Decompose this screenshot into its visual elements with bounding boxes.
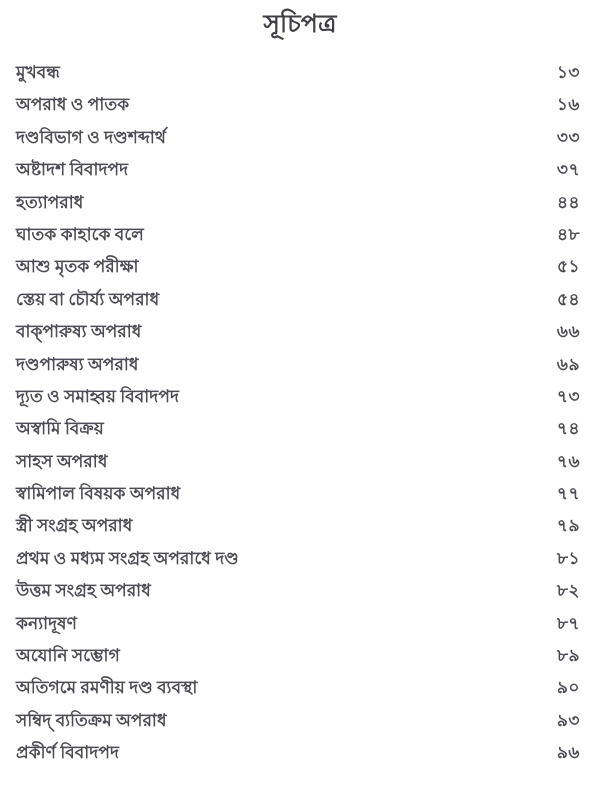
toc-entry[interactable]	[16, 122, 580, 154]
toc-entry[interactable]	[16, 510, 580, 542]
toc-entry[interactable]	[16, 413, 580, 445]
toc-entry[interactable]	[16, 640, 580, 672]
toc-entry-page-number: ৯০	[556, 678, 580, 698]
toc-entry-page-number: ৩৩	[556, 127, 580, 147]
toc-entry[interactable]	[16, 349, 580, 381]
toc-entry[interactable]	[16, 57, 580, 89]
toc-entry-label: প্রকীর্ণ বিবাদপদ	[16, 743, 119, 763]
toc-entry-label: অযোনি সম্ভোগ	[16, 646, 120, 666]
toc-entry-label: স্বামিপাল বিষয়ক অপরাধ	[16, 484, 181, 504]
toc-entry-label: ঘাতক কাহাকে বলে	[16, 224, 144, 244]
toc-entry[interactable]	[16, 446, 580, 478]
toc-entry[interactable]	[16, 381, 580, 413]
toc-entry[interactable]	[16, 284, 580, 316]
toc-entry-label: সাহস অপরাধ	[16, 451, 108, 471]
toc-entry-page-number: ৮২	[556, 581, 580, 601]
toc-entry[interactable]	[16, 316, 580, 348]
toc-entry-page-number: ৪৮	[556, 224, 580, 244]
toc-entry-page-number: ৩৭	[556, 160, 580, 180]
toc-entry-page-number: ৭৩	[556, 386, 580, 406]
toc-entry-label: অস্বামি বিক্রয়	[16, 419, 104, 439]
toc-entry-label: মুখবন্ধ	[16, 63, 60, 82]
toc-entry[interactable]	[16, 478, 580, 510]
toc-entry-label: বাক্পারুষ্য অপরাধ	[16, 322, 142, 342]
toc-entry-label: কন্যাদূষণ	[16, 613, 77, 633]
toc-entry[interactable]	[16, 543, 580, 575]
toc-entry[interactable]	[16, 737, 580, 769]
toc-entry-label: আশু মৃতক পরীক্ষা	[16, 257, 139, 277]
toc-entry[interactable]	[16, 672, 580, 704]
toc-entry-label: অষ্টাদশ বিবাদপদ	[16, 160, 129, 180]
toc-entry-label: উত্তম সংগ্রহ অপরাধ	[16, 581, 151, 601]
toc-entry-label: অপরাধ ও পাতক	[16, 95, 130, 115]
toc-entry-label: সম্বিদ্ ব্যতিক্রম অপরাধ	[16, 710, 167, 730]
toc-entry-page-number: ৬৬	[556, 322, 580, 342]
toc-entry-page-number: ৮৭	[556, 613, 580, 633]
toc-entry-page-number: ১৩	[556, 63, 580, 82]
toc-entry-page-number: ৮৯	[556, 646, 580, 666]
toc-entry-label: দ্যূত ও সমাহ্বয় বিবাদপদ	[16, 386, 179, 406]
toc-entry-page-number: ৭৬	[556, 451, 580, 471]
toc-entry[interactable]	[16, 219, 580, 251]
toc-entry[interactable]	[16, 154, 580, 186]
toc-entry-label: স্তেয় বা চৌর্য্য অপরাধ	[16, 289, 160, 309]
toc-entry-label: স্ত্রী সংগ্রহ অপরাধ	[16, 516, 133, 536]
toc-entry-page-number: ৪৪	[556, 192, 580, 212]
toc-entry[interactable]	[16, 251, 580, 283]
toc-entry[interactable]	[16, 608, 580, 640]
toc-entry-page-number: ১৬	[556, 95, 580, 115]
toc-entry[interactable]	[16, 705, 580, 737]
toc-entry-page-number: ৭৭	[556, 484, 580, 504]
toc-entry-label: প্রথম ও মধ্যম সংগ্রহ অপরাধে দণ্ড	[16, 548, 239, 568]
toc-entry-label: দণ্ডবিভাগ ও দণ্ডশব্দার্থ	[16, 127, 167, 147]
toc-entry[interactable]	[16, 575, 580, 607]
toc-entry-page-number: ৯৩	[556, 710, 580, 730]
toc-list	[16, 57, 580, 770]
toc-entry-page-number: ৮১	[556, 548, 580, 568]
toc-entry-page-number: ৫১	[556, 257, 580, 277]
toc-entry-page-number: ৬৯	[556, 354, 580, 374]
toc-entry-page-number: ৭৯	[556, 516, 580, 536]
page-title: সূচিপত্র	[263, 11, 337, 38]
toc-entry[interactable]	[16, 187, 580, 219]
toc-entry-page-number: ৯৬	[556, 743, 580, 763]
toc-entry-page-number: ৭৪	[556, 419, 580, 439]
toc-entry-label: অতিগমে রমণীয় দণ্ড ব্যবস্থা	[16, 678, 198, 698]
toc-entry[interactable]	[16, 89, 580, 121]
toc-entry-page-number: ৫৪	[556, 289, 580, 309]
toc-entry-label: হত্যাপরাধ	[16, 192, 84, 212]
toc-entry-label: দণ্ডপারুষ্য অপরাধ	[16, 354, 139, 374]
